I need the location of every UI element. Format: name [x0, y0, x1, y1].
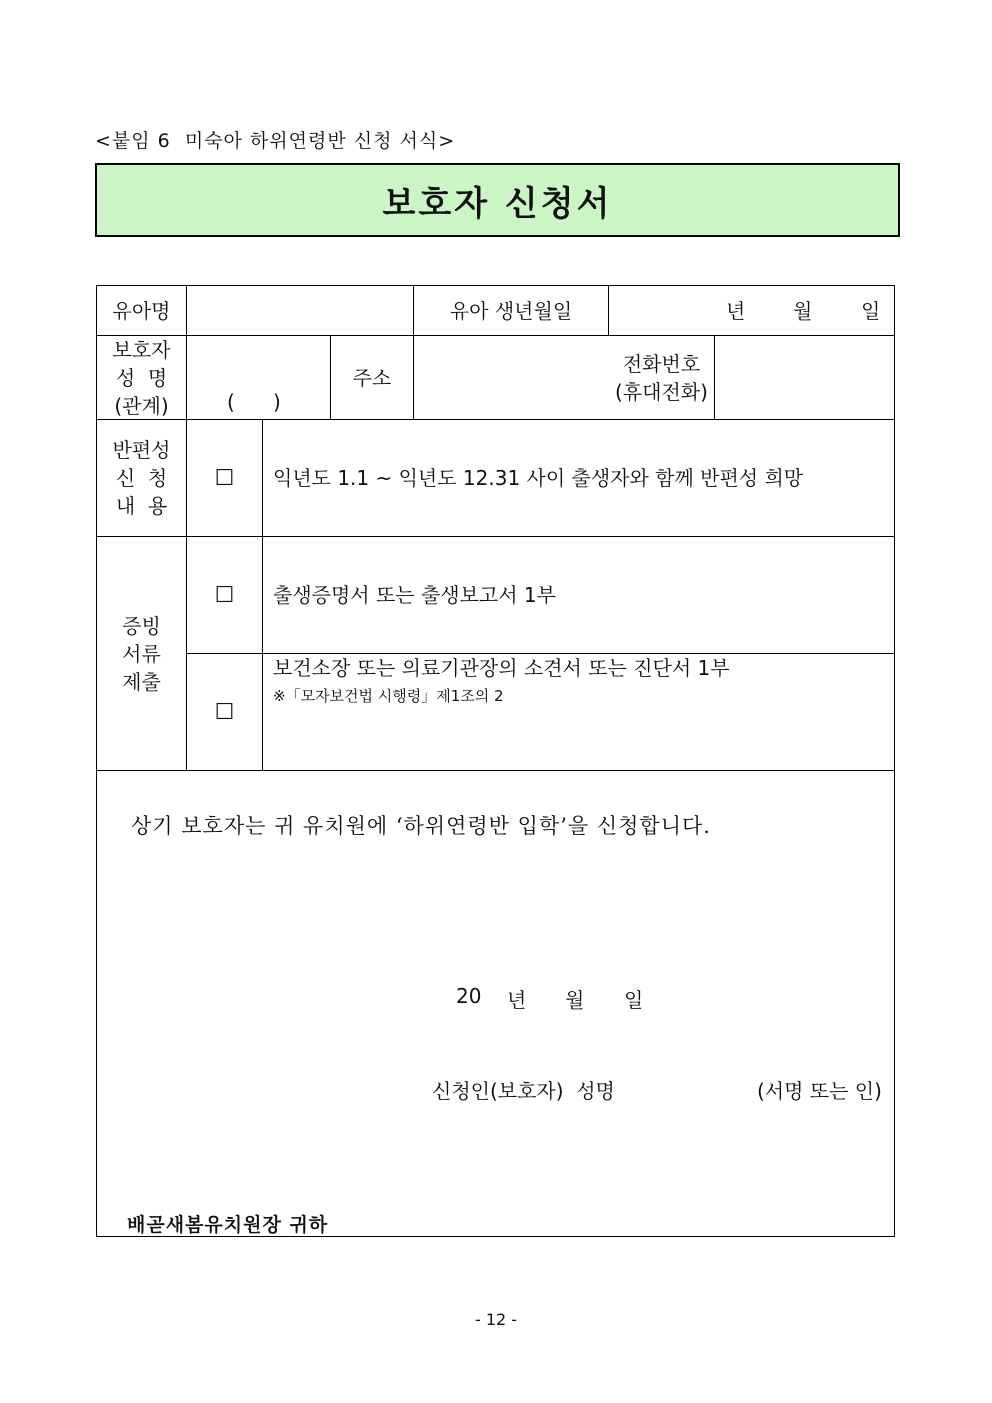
signature-hint: (서명 또는 인): [757, 1079, 882, 1103]
guardian-label: [97, 336, 186, 419]
date-year-prefix: 20: [456, 984, 482, 1008]
address-field[interactable]: [414, 336, 608, 419]
address-label: 주소: [352, 365, 392, 390]
doc2-text: 보건소장 또는 의료기관장의 소견서 또는 진단서 1부: [273, 656, 730, 680]
docs-label-line1: 증빙: [122, 613, 161, 638]
phone-label: [609, 336, 714, 419]
doc1-text: 출생증명서 또는 출생보고서 1부: [273, 583, 556, 607]
date-year-label: 년: [507, 988, 527, 1012]
phone-label-line1: 전화번호: [622, 351, 701, 376]
page-number: - 12 -: [474, 1310, 518, 1329]
request-label: [97, 420, 186, 536]
applicant-name-label: 신청인(보호자) 성명: [432, 1079, 615, 1103]
row-divider: [96, 770, 895, 771]
doc2-checkbox[interactable]: ☐: [214, 699, 235, 725]
request-text: 익년도 1.1 ~ 익년도 12.31 사이 출생자와 함께 반편성 희망: [273, 466, 804, 490]
guardian-label-line1: 보호자: [112, 337, 171, 362]
child-name-label: 유아명: [112, 298, 171, 323]
relation-field[interactable]: ( ): [227, 390, 281, 414]
doc2-note: ※「모자보건법 시행령」제1조의 2: [273, 687, 504, 705]
docs-label: [97, 537, 186, 770]
request-checkbox[interactable]: ☐: [214, 465, 235, 491]
phone-field[interactable]: [715, 336, 895, 419]
date-month-label: 월: [565, 988, 585, 1012]
date-day-label: 일: [624, 988, 644, 1012]
birth-year-label: 년: [726, 298, 746, 323]
request-label-line2: 신 청: [115, 466, 168, 490]
doc1-checkbox[interactable]: ☐: [214, 582, 235, 608]
attachment-label: <붙임 6 미숙아 하위연령반 신청 서식>: [95, 130, 456, 152]
birth-day-label: 일: [861, 298, 881, 323]
form-title-box: [95, 163, 900, 237]
application-statement: 상기 보호자는 귀 유치원에 ‘하위연령반 입학’을 신청합니다.: [131, 814, 711, 838]
docs-label-line2: 서류: [122, 641, 161, 666]
request-label-line1: 반편성: [112, 438, 171, 462]
birth-month-label: 월: [793, 298, 813, 323]
guardian-label-line2: 성 명: [115, 365, 168, 390]
addressee: 배곧새봄유치원장 귀하: [127, 1214, 329, 1236]
child-birth-field[interactable]: [609, 286, 895, 335]
phone-label-line2: (휴대전화): [615, 379, 708, 404]
request-label-line3: 내 용: [115, 494, 168, 518]
doc2-cell: [263, 654, 895, 770]
guardian-label-line3: (관계): [114, 393, 169, 418]
guardian-name-field[interactable]: [187, 336, 330, 419]
docs-label-line3: 제출: [122, 669, 161, 694]
child-birth-label: 유아 생년월일: [449, 298, 573, 323]
form-title: 보호자 신청서: [382, 183, 613, 224]
child-name-field[interactable]: [187, 286, 413, 335]
